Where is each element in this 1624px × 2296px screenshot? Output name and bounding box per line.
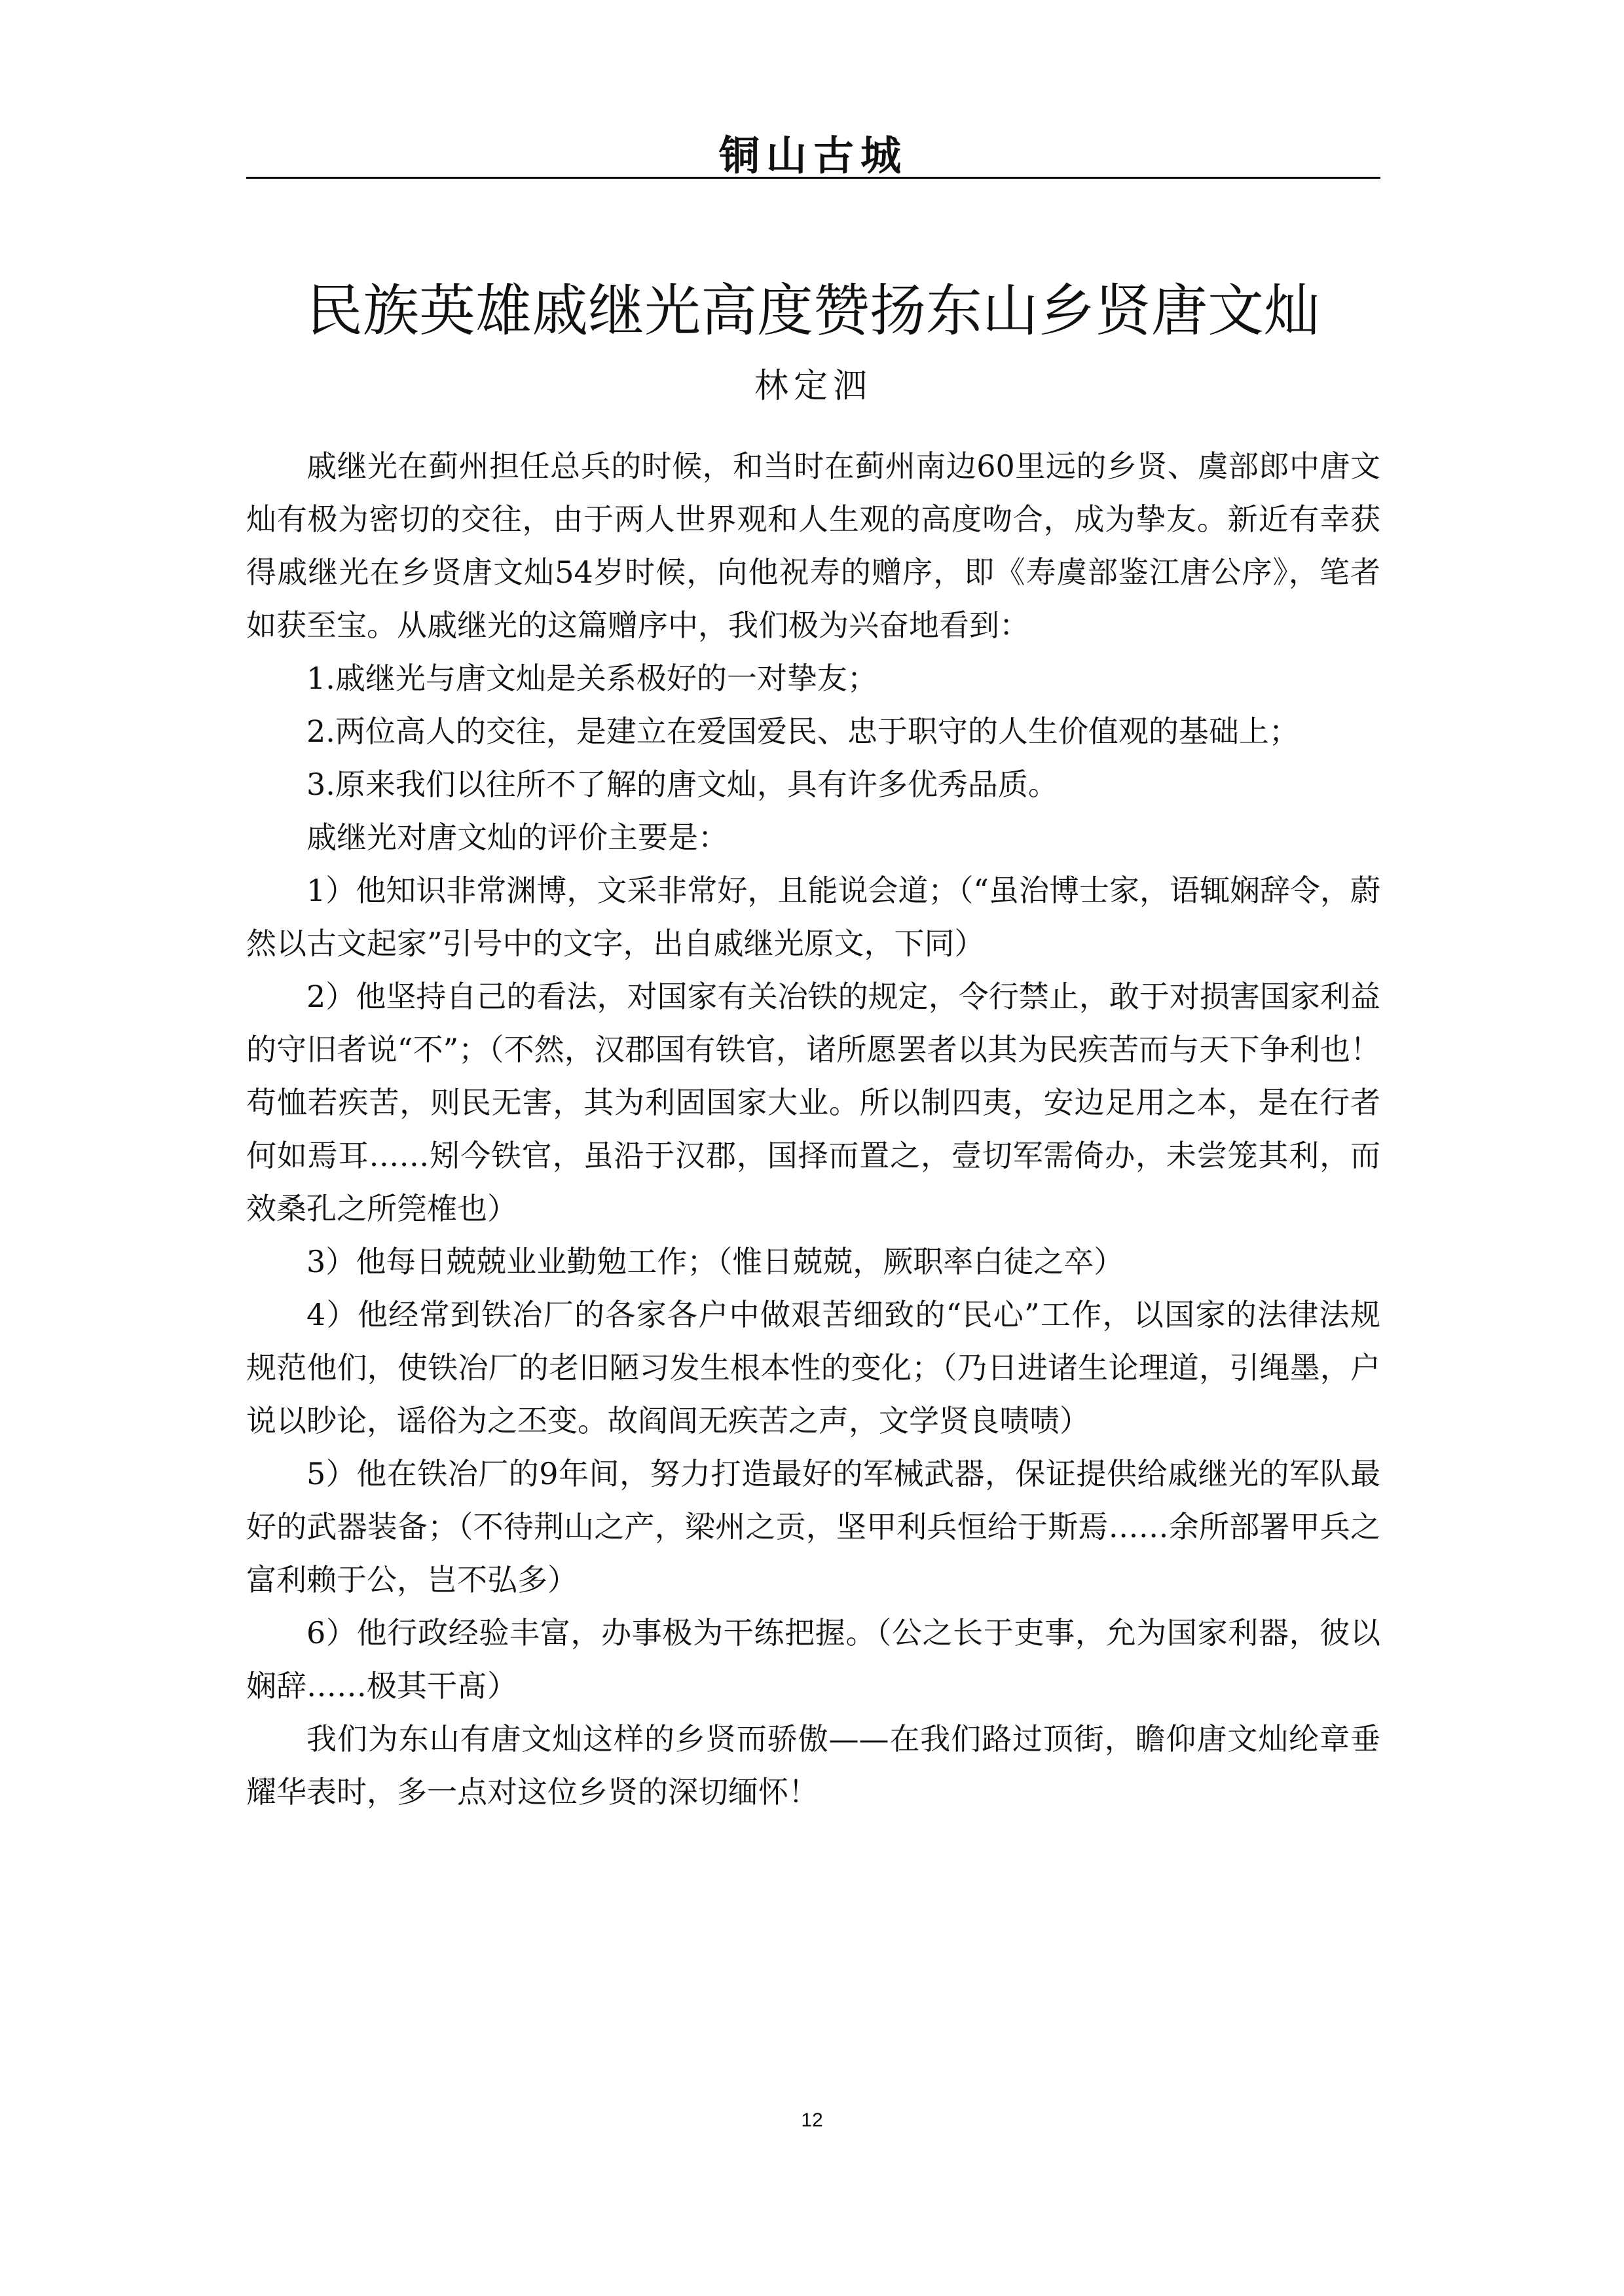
page-number: 12 — [801, 2109, 823, 2131]
paragraph-intro: 戚继光在蓟州担任总兵的时候，和当时在蓟州南边60里远的乡贤、虞部郎中唐文灿有极为密切的交往，由于两人世界观和人生观的高度吻合，成为挚友。新近有幸获得戚继光在乡贤唐文灿54岁时候，向他祝寿的赠序，即《寿虞部鉴江唐公序》，笔者如获至宝。从戚继光的这篇赠序中，我们极为兴奋地看到： — [246, 448, 1380, 643]
paragraph-point-3: 3.原来我们以往所不了解的唐文灿，具有许多优秀品质。 — [306, 767, 1058, 802]
paragraph-evaluation-6: 6）他行政经验丰富，办事极为干练把握。（公之长于吏事，允为国家利器，彼以娴辞……极其干髙） — [246, 1615, 1380, 1704]
page-header — [246, 118, 1380, 179]
paragraph-evaluation-3: 3）他每日兢兢业业勤勉工作；（惟日兢兢，厥职率白徒之卒） — [306, 1244, 1124, 1279]
paragraph-evaluation-lead: 戚继光对唐文灿的评价主要是： — [306, 820, 728, 855]
paragraph-point-1: 1.戚继光与唐文灿是关系极好的一对挚友； — [306, 661, 877, 696]
article-title: 民族英雄戚继光高度赞扬东山乡贤唐文灿 — [306, 278, 1320, 344]
paragraph-conclusion: 我们为东山有唐文灿这样的乡贤而骄傲——在我们路过顶街，瞻仰唐文灿纶章垂耀华表时，多一点对这位乡贤的深切缅怀！ — [246, 1721, 1380, 1810]
article-body — [246, 440, 1380, 1819]
paragraph-evaluation-1: 1）他知识非常渊博，文采非常好，且能说会道；（“虽治博士家，语辄娴辞令，蔚然以古文起家”引号中的文字，出自戚继光原文，下同） — [246, 873, 1380, 961]
paragraph-evaluation-4: 4）他经常到铁冶厂的各家各户中做艰苦细致的“民心”工作，以国家的法律法规规范他们，使铁冶厂的老旧陋习发生根本性的变化；（乃日进诸生论理道，引绳墨，户说以眇论，谣俗为之丕变。故阎闾无疾苦之声，文学贤良啧啧） — [246, 1297, 1380, 1438]
header-title: 铜山古城 — [718, 132, 908, 179]
paragraph-evaluation-2: 2）他坚持自己的看法，对国家有关冶铁的规定，令行禁止，敢于对损害国家利益的守旧者说“不”；（不然，汉郡国有铁官，诸所愿罢者以其为民疾苦而与天下争利也！苟恤若疾苦，则民无害，其为利固国家大业。所以制四夷，安边足用之本，是在行者何如焉耳……矧今铁官，虽沿于汉郡，国择而置之，壹切军需倚办，未尝笼其利，而效桑孔之所筦榷也） — [246, 979, 1380, 1226]
paragraph-evaluation-5: 5）他在铁冶厂的9年间，努力打造最好的军械武器，保证提供给戚继光的军队最好的武器装备；（不待荆山之产，梁州之贡，坚甲利兵恒给于斯焉……余所部署甲兵之富利赖于公，岂不弘多） — [246, 1456, 1380, 1597]
paragraph-point-2: 2.两位高人的交往，是建立在爱国爱民、忠于职守的人生价值观的基础上； — [306, 714, 1299, 749]
article-author: 林定泗 — [754, 367, 872, 406]
